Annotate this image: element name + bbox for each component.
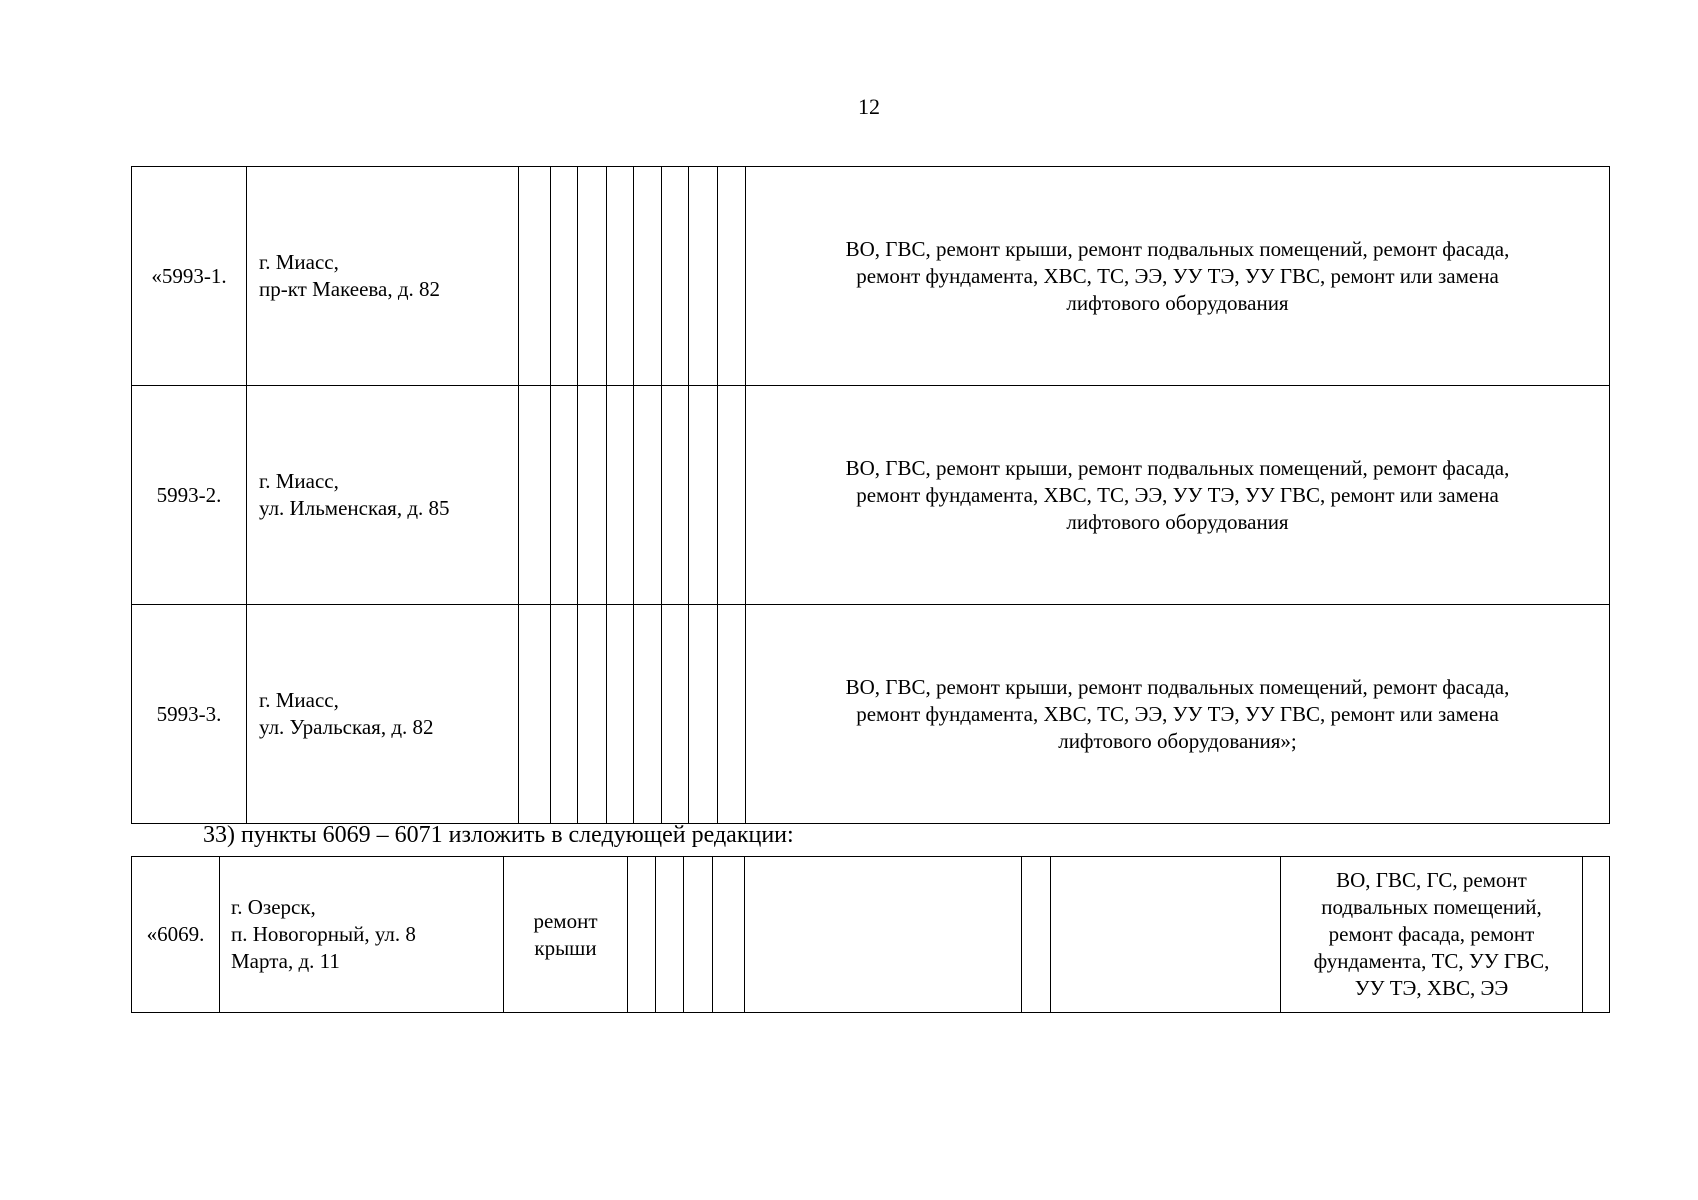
- row-number: «6069.: [132, 857, 220, 1013]
- table-row: [132, 167, 1610, 386]
- empty-cell: [689, 167, 718, 386]
- empty-cell: [578, 386, 607, 605]
- works-cell: [746, 605, 1610, 824]
- address-line: г. Озерск,: [231, 895, 316, 919]
- address-cell: [247, 167, 519, 386]
- works-line: ВО, ГВС, ремонт крыши, ремонт подвальных помещений, ремонт фасада,: [845, 674, 1510, 699]
- empty-cell: [718, 605, 746, 824]
- address-line: г. Миасс,: [259, 250, 339, 274]
- works-line: ремонт фундамента, ХВС, ТС, ЭЭ, УУ ТЭ, УУ ГВС, ремонт или замена: [856, 701, 1499, 726]
- amendment-instruction: 33) пункты 6069 – 6071 изложить в следующей редакции:: [203, 822, 794, 848]
- empty-cell: [519, 386, 551, 605]
- address-cell: [220, 857, 504, 1013]
- empty-cell: [689, 386, 718, 605]
- empty-cell: [656, 857, 684, 1013]
- empty-cell: [713, 857, 745, 1013]
- empty-cell: [634, 167, 662, 386]
- empty-cell: [519, 167, 551, 386]
- empty-cell: [1583, 857, 1610, 1013]
- top-table: [131, 166, 1610, 824]
- empty-cell: [578, 605, 607, 824]
- page-number: 12: [858, 94, 880, 119]
- empty-cell: [551, 167, 578, 386]
- works-line: фундамента, ТС, УУ ГВС,: [1313, 949, 1550, 973]
- address-line: пр-кт Макеева, д. 82: [259, 277, 441, 301]
- empty-cell: [745, 857, 1022, 1013]
- address-line: ул. Ильменская, д. 85: [259, 496, 450, 520]
- table-row: [132, 605, 1610, 824]
- address-cell: [247, 386, 519, 605]
- row-number: «5993-1.: [132, 167, 247, 386]
- empty-cell: [1022, 857, 1051, 1013]
- works-line: лифтового оборудования»;: [1058, 728, 1297, 753]
- address-line: г. Миасс,: [259, 469, 339, 493]
- works-line: ремонт фундамента, ХВС, ТС, ЭЭ, УУ ТЭ, УУ ГВС, ремонт или замена: [856, 263, 1499, 288]
- table-row: [132, 386, 1610, 605]
- works-line: лифтового оборудования: [1066, 509, 1289, 534]
- roof-repair-cell: [504, 857, 628, 1013]
- works-cell: [1281, 857, 1583, 1013]
- works-line: УУ ТЭ, ХВС, ЭЭ: [1354, 976, 1509, 1000]
- address-line: ул. Уральская, д. 82: [259, 715, 434, 739]
- empty-cell: [607, 605, 634, 824]
- empty-cell: [662, 605, 689, 824]
- empty-cell: [684, 857, 713, 1013]
- empty-cell: [607, 167, 634, 386]
- works-cell: [746, 386, 1610, 605]
- empty-cell: [607, 386, 634, 605]
- works-line: ремонт фундамента, ХВС, ТС, ЭЭ, УУ ТЭ, УУ ГВС, ремонт или замена: [856, 482, 1499, 507]
- address-line: г. Миасс,: [259, 688, 339, 712]
- works-line: ВО, ГВС, ГС, ремонт: [1336, 868, 1527, 892]
- empty-cell: [634, 605, 662, 824]
- empty-cell: [519, 605, 551, 824]
- works-line: лифтового оборудования: [1066, 290, 1289, 315]
- works-cell: [746, 167, 1610, 386]
- empty-cell: [578, 167, 607, 386]
- address-cell: [247, 605, 519, 824]
- works-line: ВО, ГВС, ремонт крыши, ремонт подвальных помещений, ремонт фасада,: [845, 455, 1510, 480]
- table-row: [132, 857, 1610, 1013]
- work-line: крыши: [534, 935, 597, 960]
- works-line: ВО, ГВС, ремонт крыши, ремонт подвальных помещений, ремонт фасада,: [845, 236, 1510, 261]
- row-number: 5993-3.: [132, 605, 247, 824]
- empty-cell: [634, 386, 662, 605]
- empty-cell: [1051, 857, 1281, 1013]
- empty-cell: [718, 386, 746, 605]
- empty-cell: [551, 605, 578, 824]
- address-line: Марта, д. 11: [231, 949, 340, 973]
- work-line: ремонт: [533, 908, 598, 933]
- row-number: 5993-2.: [132, 386, 247, 605]
- empty-cell: [689, 605, 718, 824]
- empty-cell: [662, 167, 689, 386]
- address-line: п. Новогорный, ул. 8: [231, 922, 416, 946]
- empty-cell: [551, 386, 578, 605]
- works-line: ремонт фасада, ремонт: [1328, 922, 1535, 946]
- empty-cell: [662, 386, 689, 605]
- works-line: подвальных помещений,: [1321, 895, 1542, 919]
- bottom-table: [131, 856, 1610, 1013]
- empty-cell: [628, 857, 656, 1013]
- empty-cell: [718, 167, 746, 386]
